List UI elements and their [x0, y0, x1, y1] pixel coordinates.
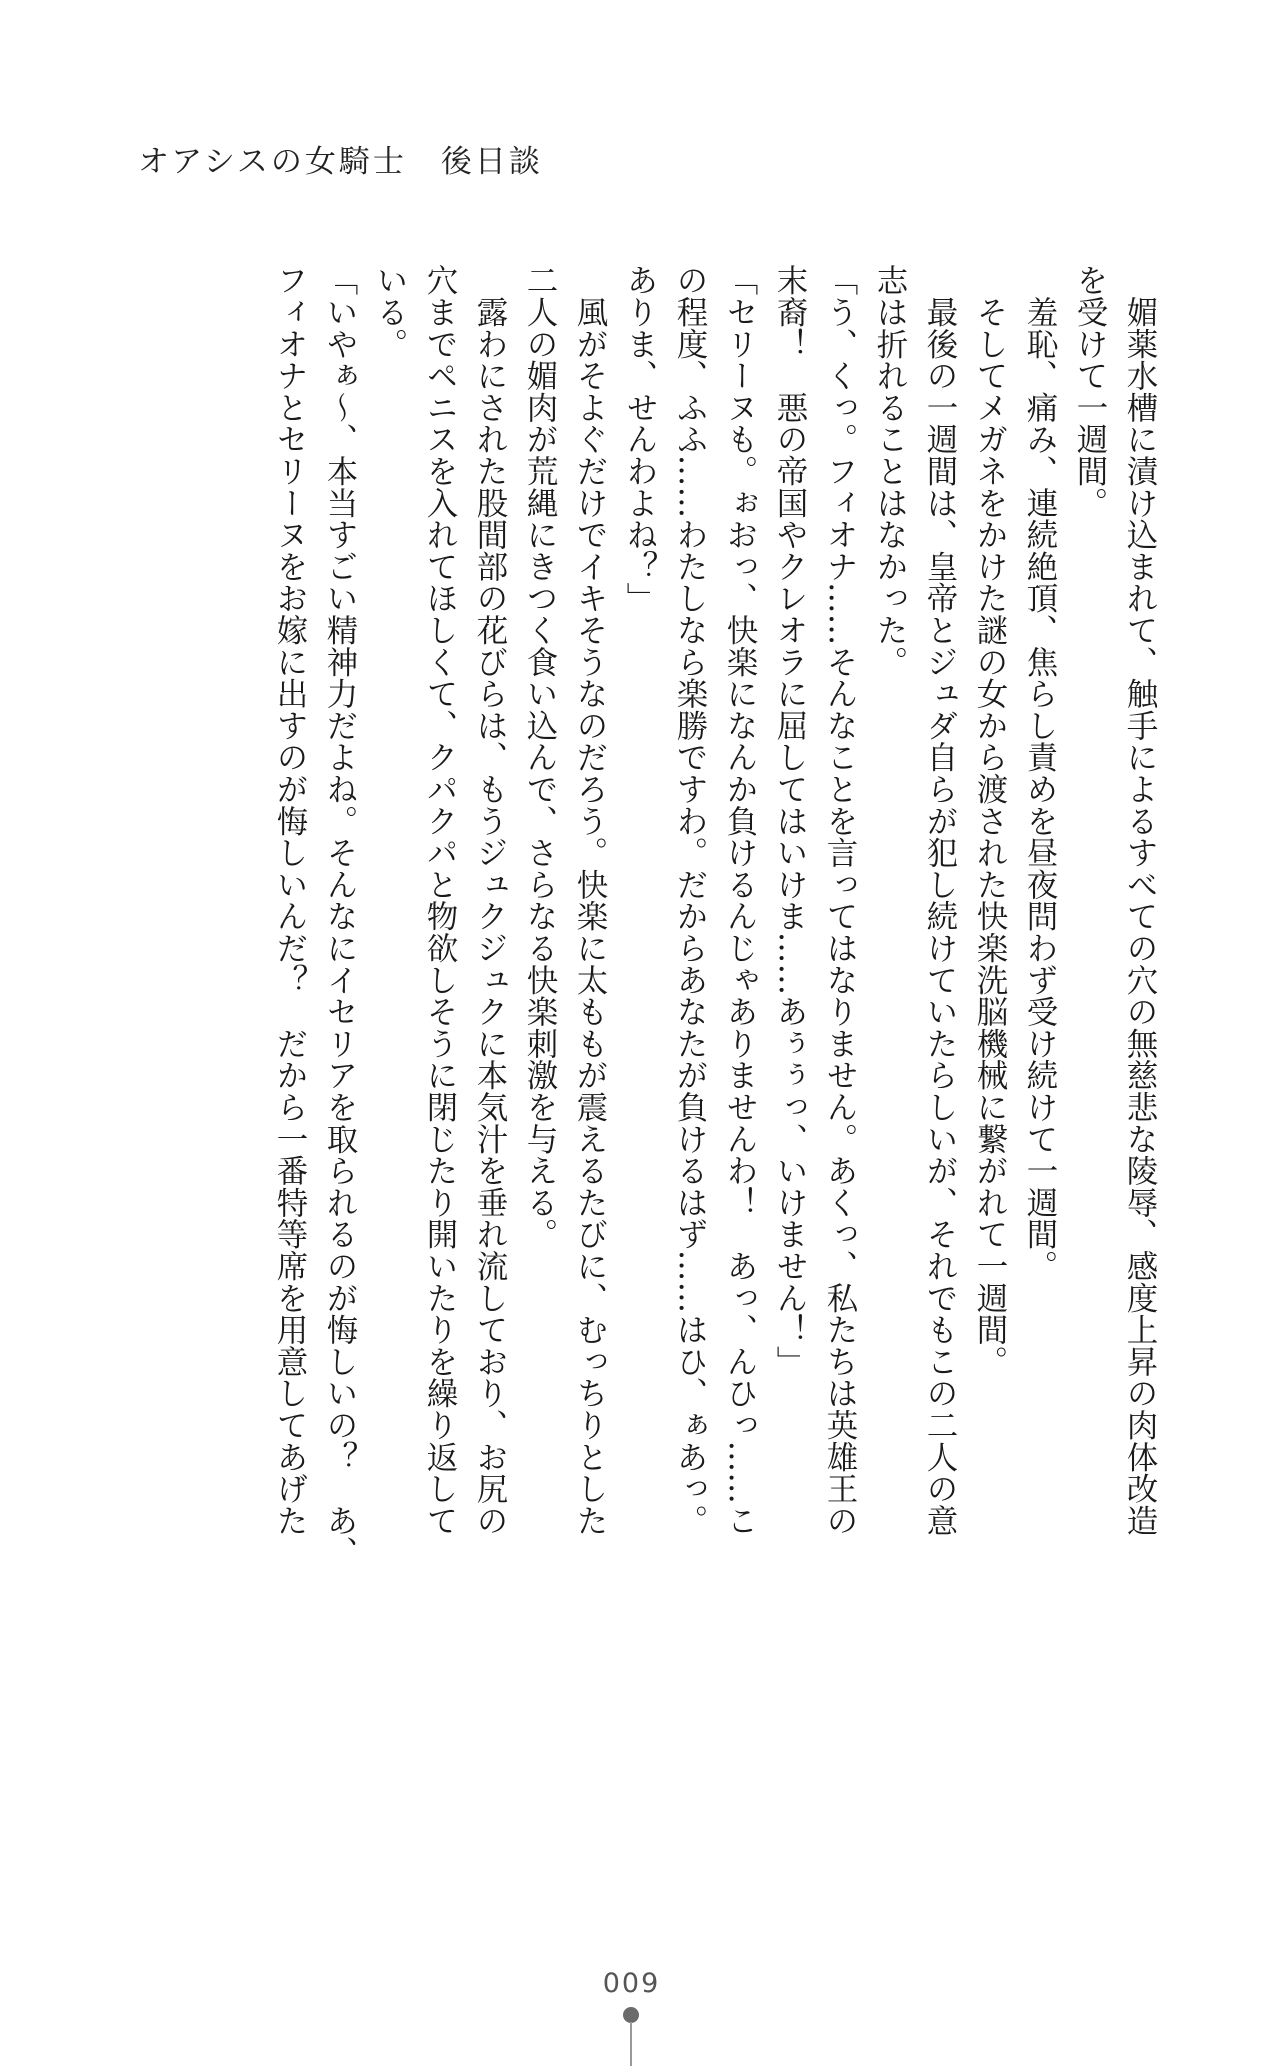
running-header-title: オアシスの女騎士 後日談: [138, 144, 543, 180]
text-line: 二人の媚肉が荒縄にきつく食い込んで、さらなる快楽刺激を与える。: [522, 264, 558, 1250]
text-line: 「いやぁ〜、本当すごい精神力だよね。そんなにイセリアを取られるのが悔しいの？ あ、: [322, 264, 358, 1568]
text-line: 媚薬水槽に漬け込まれて、触手によるすべての穴の無慈悲な陵辱、感度上昇の肉体改造: [1122, 264, 1158, 1536]
text-line: ありま、せんわよね？」: [622, 264, 658, 614]
page-marker-dot: [623, 2007, 639, 2023]
text-line: を受けて一週間。: [1072, 264, 1108, 519]
text-line: 穴までペニスを入れてほしくて、クパクパと物欲しそうに閉じたり開いたりを繰り返して: [422, 264, 458, 1536]
page-marker-line: [630, 2022, 632, 2066]
text-line: 志は折れることはなかった。: [872, 264, 908, 678]
text-line: そしてメガネをかけた謎の女から渡された快楽洗脳機械に繋がれて一週間。: [972, 264, 1008, 1377]
text-line: 羞恥、痛み、連続絶頂、焦らし責めを昼夜問わず受け続けて一週間。: [1022, 264, 1058, 1282]
text-line: の程度、ふふ……わたしなら楽勝ですわ。だからあなたが負けるはず……はひ、ぁあっ。: [672, 264, 708, 1536]
text-line: 露わにされた股間部の花びらは、もうジュクジュクに本気汁を垂れ流しており、お尻の: [472, 264, 508, 1536]
text-line: 最後の一週間は、皇帝とジュダ自らが犯し続けていたらしいが、それでもこの二人の意: [922, 264, 958, 1536]
text-line: 「セリーヌも。ぉおっ、快楽になんか負けるんじゃありませんわ！ あっ、んひっ……こ: [722, 264, 758, 1536]
text-line: 末裔！ 悪の帝国やクレオラに屈してはいけま……あぅぅっ、いけません！」: [772, 264, 808, 1377]
text-line: 風がそよぐだけでイキそうなのだろう。快楽に太ももが震えるたびに、むっちりとした: [572, 264, 608, 1536]
page-number: 009: [602, 1968, 661, 1999]
text-line: 「う、くっ。フィオナ……そんなことを言ってはなりません。あくっ、私たちは英雄王の: [822, 264, 858, 1536]
body-text-column: [135, 264, 1165, 1694]
text-line: フィオナとセリーヌをお嫁に出すのが悔しいんだ？ だから一番特等席を用意してあげた: [272, 264, 308, 1536]
text-line: いる。: [372, 264, 408, 360]
